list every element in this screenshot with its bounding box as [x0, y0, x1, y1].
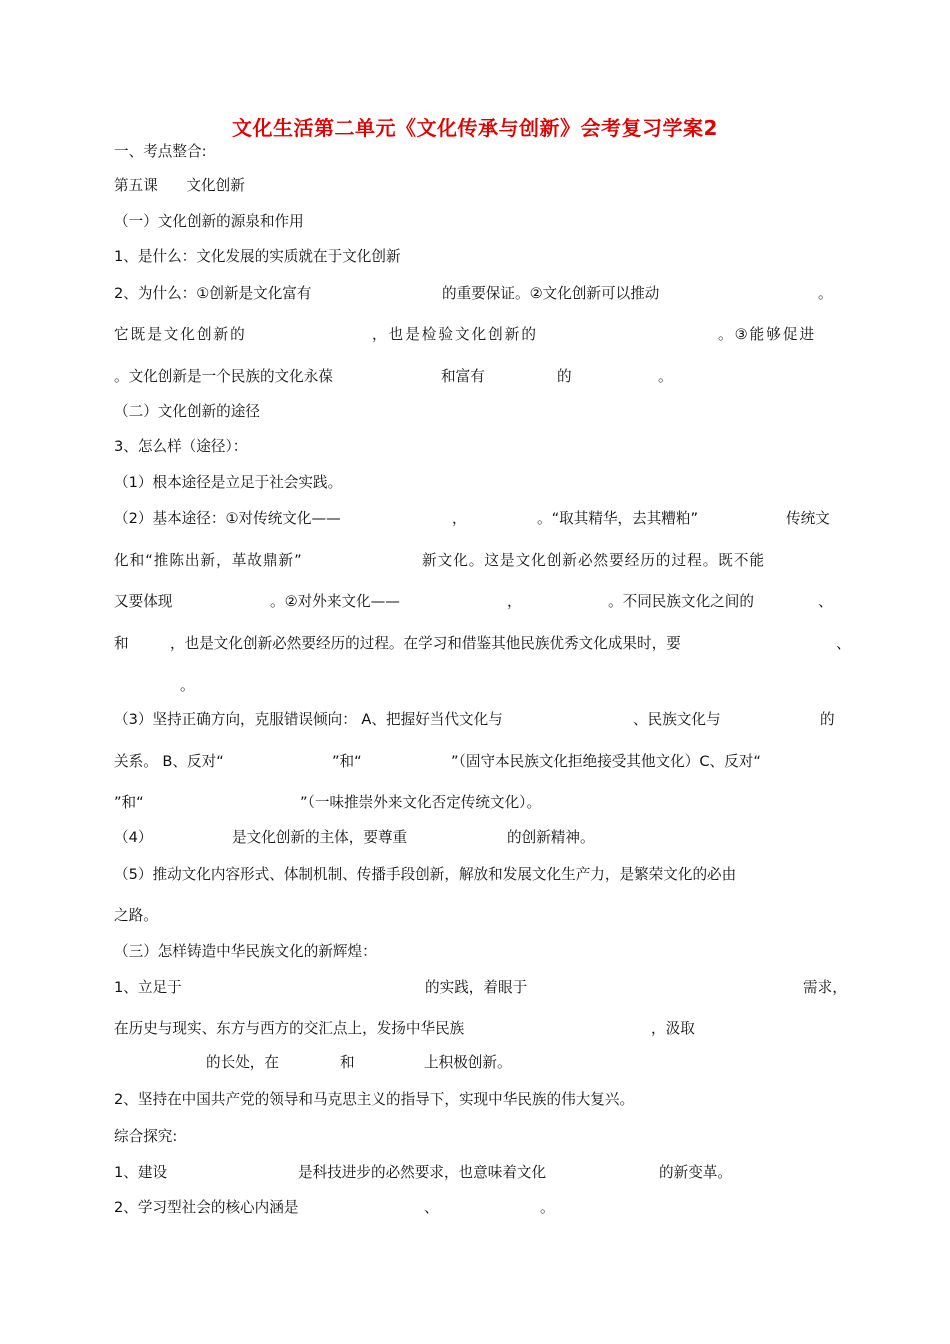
text-line: 。文化创新是一个民族的文化永葆	[114, 368, 333, 385]
text-line: 在历史与现实、东方与西方的交汇点上，发扬中华民族	[114, 1020, 465, 1037]
text-line: 化和“推陈出新，革故鼎新”	[114, 552, 303, 569]
text-line: 是文化创新的主体，要尊重	[232, 829, 408, 846]
text-line: 的创新精神。	[507, 829, 595, 846]
text-line: ，	[452, 510, 467, 527]
text-line: 是科技进步的必然要求，也意味着文化	[298, 1164, 547, 1181]
text-line: 关系。 B、反对“	[114, 753, 224, 770]
text-line: 的长处，在	[206, 1054, 279, 1071]
text-line: ，	[507, 593, 522, 610]
text-line: 和	[114, 635, 129, 652]
text-line: ”和“	[332, 753, 362, 770]
text-line: 的重要保证。②文化创新可以推动	[442, 285, 660, 302]
text-line: 2、为什么：①创新是文化富有	[114, 285, 312, 302]
text-line: 、	[836, 635, 851, 652]
text-line: ，也是检验文化创新的	[372, 326, 538, 343]
lesson-name: 文化创新	[186, 177, 245, 194]
text-line: 。不同民族文化之间的	[608, 593, 754, 610]
text-line: 。②对外来文化——	[270, 593, 400, 610]
text-line: 和富有	[441, 368, 485, 385]
subsection-heading: （二）文化创新的途径	[114, 403, 260, 420]
text-line: 。	[180, 677, 195, 694]
text-line: 2、学习型社会的核心内涵是	[114, 1199, 299, 1216]
text-line: 1、建设	[114, 1164, 168, 1181]
document-title: 文化生活第二单元《文化传承与创新》会考复习学案2	[232, 116, 718, 140]
text-line: 上积极创新。	[424, 1054, 512, 1071]
text-line: 的新变革。	[659, 1164, 732, 1181]
text-line: 。	[818, 285, 833, 302]
text-line: 2、坚持在中国共产党的领导和马克思主义的指导下，实现中华民族的伟大复兴。	[114, 1091, 635, 1108]
text-line: ，也是文化创新必然要经历的过程。在学习和借鉴其他民族优秀文化成果时，要	[170, 635, 681, 652]
text-line: 传统文	[786, 510, 830, 527]
text-line: ”（一味推崇外来文化否定传统文化）。	[300, 794, 542, 811]
text-line: 和	[340, 1054, 355, 1071]
text-line: ”（固守本民族文化拒绝接受其他文化）C、反对“	[451, 753, 761, 770]
text-line: ，汲取	[651, 1020, 695, 1037]
text-line: （4）	[114, 829, 153, 846]
text-line: 3、怎么样（途径）：	[114, 438, 248, 455]
text-line: 之路。	[114, 907, 158, 924]
lesson-heading	[114, 176, 245, 196]
subsection-heading: （三）怎样铸造中华民族文化的新辉煌：	[114, 943, 377, 960]
text-line: 、	[424, 1199, 439, 1216]
text-line: 、	[818, 593, 833, 610]
text-line: 、民族文化与	[633, 711, 721, 728]
subsection-heading: （一）文化创新的源泉和作用	[114, 213, 304, 230]
text-line: 的	[820, 711, 835, 728]
section-heading: 一、考点整合:	[114, 143, 207, 160]
text-line: 它既是文化创新的	[114, 326, 247, 343]
text-line: （1）根本途径是立足于社会实践。	[114, 474, 343, 491]
text-line: （2）基本途径：①对传统文化——	[114, 510, 341, 527]
text-line: ”和“	[114, 794, 144, 811]
text-line: 1、是什么：文化发展的实质就在于文化创新	[114, 248, 401, 265]
text-line: 。③能够促进	[718, 326, 817, 343]
text-line: （3）坚持正确方向，克服错误倾向： A、把握好当代文化与	[114, 711, 503, 728]
text-line: 。	[658, 368, 673, 385]
text-line: 。	[540, 1199, 555, 1216]
text-line: 又要体现	[114, 593, 173, 610]
subsection-heading: 综合探究:	[114, 1128, 178, 1145]
text-line: 的	[557, 368, 572, 385]
text-line: 需求，	[803, 979, 847, 996]
text-line: 的实践，着眼于	[425, 979, 528, 996]
text-line: （5）推动文化内容形式、体制机制、传播手段创新，解放和发展文化生产力，是繁荣文化的必由	[114, 866, 737, 883]
text-line: 。“取其精华，去其糟粕”	[537, 510, 699, 527]
lesson-number: 第五课	[114, 177, 158, 194]
text-line: 1、立足于	[114, 979, 182, 996]
text-line: 新文化。这是文化创新必然要经历的过程。既不能	[422, 552, 766, 569]
